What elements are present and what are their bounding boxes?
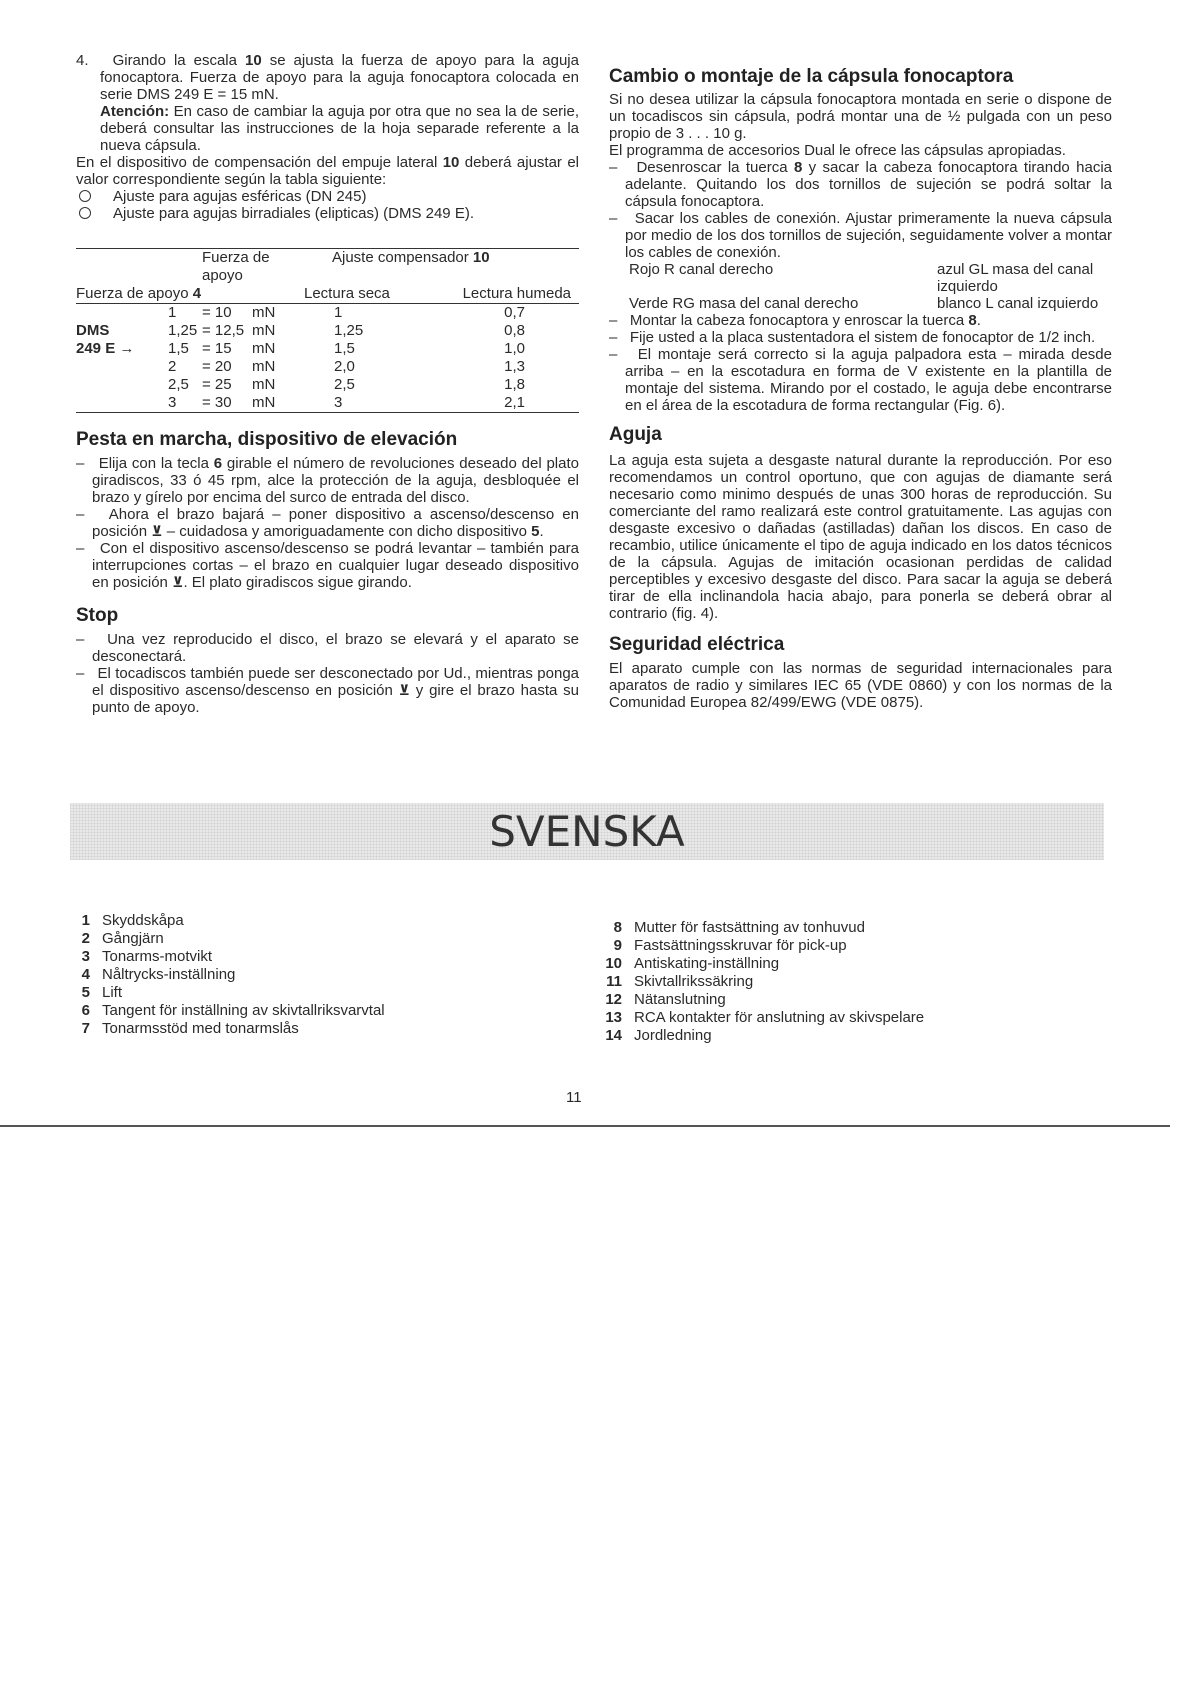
cambio-bullet-4: – Fije usted a la placa sustentadora el sistem de fonocaptor de 1/2 inch.	[609, 329, 1096, 346]
table-subheader-row	[76, 285, 579, 304]
item-4: 4. Girando la escala 10 se ajusta la fuerza de apoyo para la aguja fonocaptora. Fuerza de apoyo para la aguja fonocaptora colocada en serie DMS 249 E = 15 mN.	[76, 52, 579, 103]
dms-label: DMS	[76, 322, 110, 339]
circle-icon	[79, 190, 91, 202]
page-number: 11	[566, 1089, 582, 1106]
header-fuerza-4: Fuerza de apoyo 4	[76, 285, 304, 304]
option-biradial: Ajuste para agujas birradiales (elipticas) (DMS 249 E).	[76, 205, 579, 222]
header-humeda: Lectura humeda	[424, 285, 579, 304]
dms-249e-label: 249 E →	[76, 340, 135, 357]
lift-down-icon: ⊻	[151, 523, 163, 539]
cambio-intro: Si no desea utilizar la cápsula fonocaptora montada en serie o dispone de un tocadiscos sin cápsula, podrá montar una de ½ pulgada con un peso propio de 3 . . . 10 g.	[609, 91, 1112, 142]
table-header-row	[76, 249, 579, 286]
atencion-note: Atención: En caso de cambiar la aguja por otra que no sea la de serie, deberá consultar las instrucciones de la hoja separade referente a la nueva cápsula.	[100, 103, 579, 154]
list-item: 9 Fastsättningsskruvar för pick-up	[613, 937, 847, 954]
list-item: 3 Tonarms-motvikt	[81, 948, 213, 965]
left-column	[76, 52, 579, 716]
antiskating-intro: En el dispositivo de compensación del empuje lateral 10 deberá ajustar el valor correspondiente según la tabla siguiente:	[76, 154, 580, 188]
tracking-force-table	[76, 248, 579, 413]
pesta-heading: Pesta en marcha, dispositivo de elevación	[76, 429, 458, 450]
lift-down-icon: ⊻	[398, 682, 410, 698]
pesta-bullet-1: – Elija con la tecla 6 girable el número de revoluciones deseado del plato giradiscos, 33 ó 45 rpm, alce la protección de la aguja, desbloquée el brazo y gírelo por encima del surco de entrada del disco.	[76, 455, 579, 506]
option-spherical: Ajuste para agujas esféricas (DN 245)	[76, 188, 579, 205]
table-row: 2 = 20 mN 2,0 1,3	[168, 358, 525, 375]
language-banner	[70, 803, 1104, 860]
header-seca: Lectura seca	[304, 285, 424, 304]
stop-bullet-1: – Una vez reproducido el disco, el brazo se elevará y el aparato se desconectará.	[76, 631, 579, 665]
list-item: 12 Nätanslutning	[605, 991, 726, 1008]
cambio-accessories: El programma de accesorios Dual le ofrece las cápsulas apropiadas.	[609, 142, 1066, 159]
cambio-bullet-1: – Desenroscar la tuerca 8 y sacar la cabeza fonocaptora tirando hacia adelante. Quitando los dos tornillos de sujeción se podrá soltar la cápsula fonocaptora.	[609, 159, 1112, 210]
right-column	[609, 66, 1112, 711]
stop-heading: Stop	[76, 605, 119, 626]
table-row: 1 = 10 mN 1 0,7	[168, 304, 525, 321]
cambio-bullet-2: – Sacar los cables de conexión. Ajustar primeramente la nueva cápsula por medio de los dos tornillos de sujeción, seguidamente volver a montar los cables de conexión.	[609, 210, 1112, 261]
cable-colors: Rojo R canal derecho azul GL masa del canal izquierdo Verde RG masa del canal derecho blanco L canal izquierdo	[629, 261, 1099, 312]
cambio-heading: Cambio o montaje de la cápsula fonocaptora	[609, 66, 1014, 87]
table-row: 249 E → 1,5 = 15 mN 1,5 1,0	[76, 340, 525, 357]
list-item: 7 Tonarmsstöd med tonarmslås	[81, 1020, 299, 1037]
aguja-text: La aguja esta sujeta a desgaste natural durante la reproducción. Por eso recomendamos un control oportuno, que con agujas de diamante será necesario como minimo después de unas 300 horas de reproducción. Su comerciante del ramo realizará este control gratuitamente. Las agujas con desgaste excesivo o dañadas (astilladas) dañan los discos. En caso de recambio, utilice únicamente el tipo de aguja indicado en los datos técnicos de la cápsula. Agujas de imitación ocasionan perdidas de calidad perceptibles y excesivo desgaste del disco. Para sacar la aguja se deberá tirar de ella inclinandola hacia abajo, para ponerla se deberá obrar al contrario (fig. 4).	[609, 452, 1112, 622]
lift-down-icon: ⊻	[172, 574, 184, 590]
banner-title: SVENSKA	[489, 807, 685, 856]
table-row: 3 = 30 mN 3 2,1	[76, 394, 579, 413]
pesta-bullet-3: – Con el dispositivo ascenso/descenso se podrá levantar – también para interrupciones cortas – el brazo en cualquier lugar deseado dispositivo en posición ⊻. El plato giradiscos sigue girando.	[76, 540, 579, 591]
aguja-heading: Aguja	[609, 424, 662, 445]
pesta-bullet-2: – Ahora el brazo bajará – poner dispositivo a ascenso/descenso en posición ⊻ – cuidadosa y amoriguadamente con dicho dispositivo 5.	[76, 506, 579, 540]
parts-list-left	[64, 912, 385, 1038]
list-item: 14 Jordledning	[605, 1027, 712, 1044]
cambio-bullet-3: – Montar la cabeza fonocaptora y enroscar la tuerca 8.	[609, 312, 981, 329]
circle-icon	[79, 207, 91, 219]
stop-bullet-2: – El tocadiscos también puede ser desconectado por Ud., mientras ponga el dispositivo ascenso/descenso en posición ⊻ y gire el brazo hasta su punto de apoyo.	[76, 665, 579, 716]
seguridad-heading: Seguridad eléctrica	[609, 634, 785, 655]
parts-list-right	[596, 919, 924, 1045]
list-item: 1 Skyddskåpa	[81, 912, 184, 929]
list-item: 4 Nåltrycks-inställning	[81, 966, 236, 983]
list-item: 8 Mutter för fastsättning av tonhuvud	[613, 919, 865, 936]
seguridad-text: El aparato cumple con las normas de seguridad internacionales para aparatos de radio y similares IEC 65 (VDE 0860) y con los normas de la Comunidad Europea 82/499/EWG (VDE 0875).	[609, 660, 1112, 711]
cambio-bullet-5: – El montaje será correcto si la aguja palpadora esta – mirada desde arriba – en la escotadura en forma de V existente en la plantilla de montaje del sistema. Mirando por el costado, le aguja debe encontrarse en el área de la escotadura de forma rectangular (Fig. 6).	[609, 346, 1112, 414]
arrow-right-icon: →	[119, 340, 135, 357]
list-item: 11 Skivtallrikssäkring	[606, 973, 754, 990]
list-item: 13 RCA kontakter för anslutning av skivspelare	[605, 1009, 925, 1026]
table-row: DMS 1,25 = 12,5 mN 1,25 0,8	[76, 322, 525, 339]
list-item: 6 Tangent för inställning av skivtallriksvarvtal	[81, 1002, 385, 1019]
list-item: 10 Antiskating-inställning	[605, 955, 780, 972]
list-item: 2 Gångjärn	[81, 930, 164, 947]
table-row: 2,5 = 25 mN 2,5 1,8	[168, 376, 525, 393]
header-ajuste: Ajuste compensador 10	[304, 249, 579, 286]
list-item: 5 Lift	[81, 984, 123, 1001]
header-fuerza: Fuerza de apoyo	[202, 249, 304, 286]
footer-rule	[0, 1125, 1170, 1127]
